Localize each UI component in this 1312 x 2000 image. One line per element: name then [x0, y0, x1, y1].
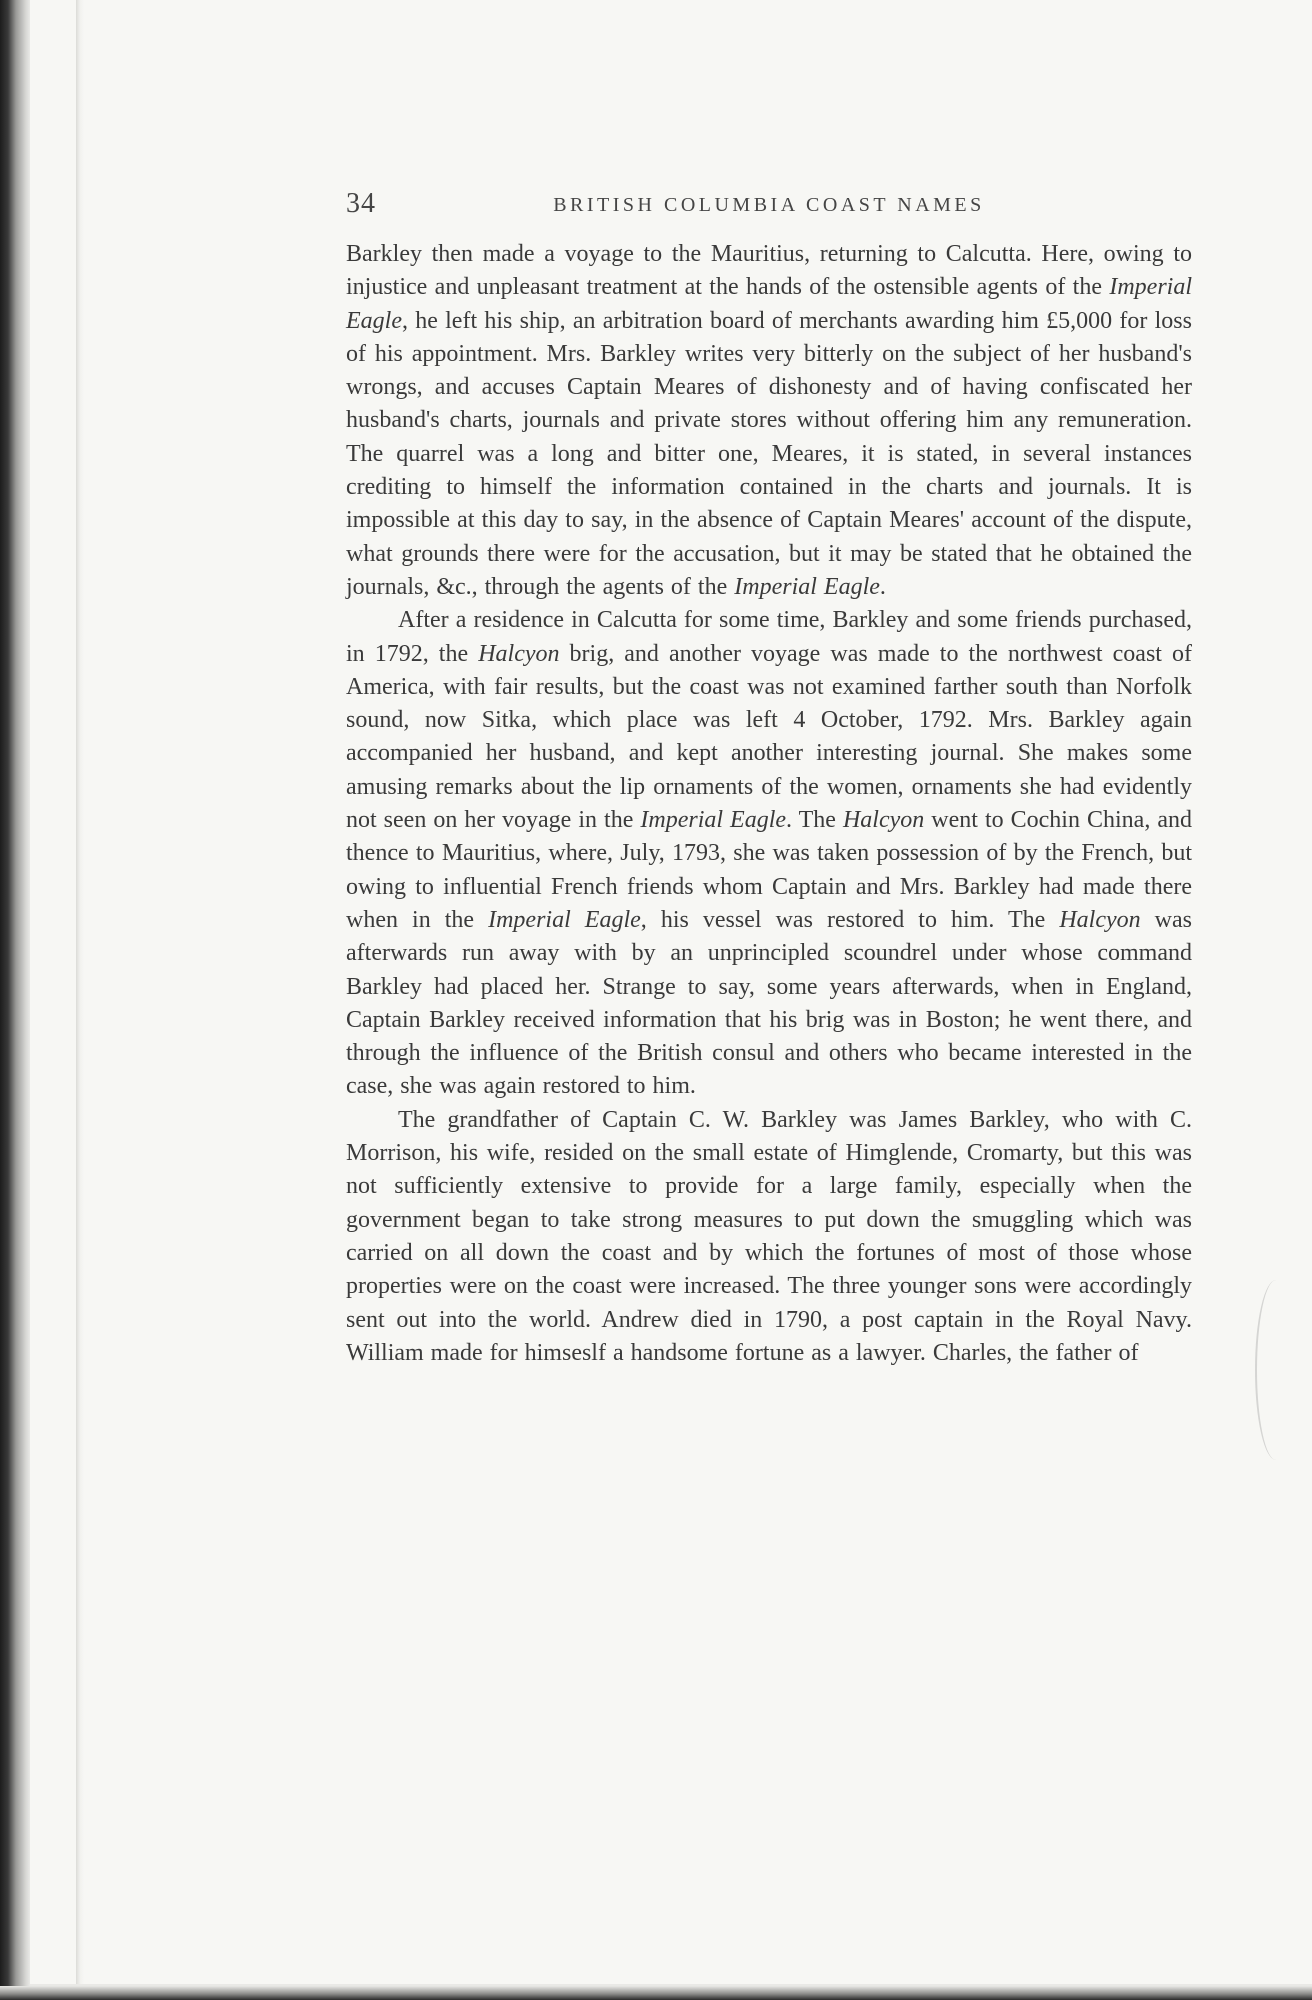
text-run: After a residence in Calcutta for some time, Barkley and some friends purchased, in 1792, the [346, 607, 1192, 667]
text-run: . [879, 573, 886, 600]
ship-name-italic: Halcyon [478, 640, 560, 667]
ship-name-italic: Imperial Eagle [346, 274, 1192, 334]
text-run: brig, and another voyage was made to the northwest coast of America, with fair results, but the coast was not examined farther south than Norfolk sound, now Sitka, which place was left 4 October, 1792. Mrs. Barkley again accompanied her husband, and kept another interesting journal. She makes some amusing remarks about the lip ornaments of the women, ornaments she had evidently not seen on her voyage in the [346, 640, 1192, 834]
text-run: The grandfather of Captain C. W. Barkley was James Barkley, who with C. Morrison, his wife, resided on the small estate of Himglende, Cromarty, but this was not sufficiently extensive to provide for a large family, especially when the government began to take strong measures to put down the smuggling which was carried on all down the coast and by which the fortunes of most of those whose properties were on the coast were increased. The three younger sons were accordingly sent out into the world. Andrew died in 1790, a post captain in the Royal Navy. William made for himseslf a handsome fortune as a lawyer. Charles, the father of [346, 1106, 1192, 1366]
text-run: . The [786, 807, 843, 834]
paragraph-1 [346, 238, 1192, 604]
running-head [346, 188, 1192, 228]
ship-name-italic: Imperial Eagle [734, 573, 880, 600]
ship-name-italic: Halcyon [1059, 906, 1141, 933]
ship-name-italic: Halcyon [842, 807, 925, 834]
text-run: went to Cochin China, and thence to Mauritius, where, July, 1793, she was taken possession of by the French, but owing to influential French friends whom Captain and Mrs. Barkley had made there when in the [346, 807, 1192, 933]
page-content [346, 188, 1192, 1370]
pencil-margin-mark [1255, 1280, 1297, 1460]
text-run: , his vessel was restored to him. The [640, 906, 1060, 933]
scan-bottom-edge [0, 1986, 1312, 2000]
running-title: BRITISH COLUMBIA COAST NAMES [553, 194, 985, 216]
page-gutter-fold [76, 0, 84, 1984]
text-run: was afterwards run away with by an unprincipled scoundrel under whose command Barkley had placed her. Strange to say, some years afterwards, when in England, Captain Barkley received information that his brig was in Boston; he went there, and through the influence of the British consul and others who became interested in the case, she was again restored to him. [346, 906, 1192, 1100]
text-run: Barkley then made a voyage to the Mauritius, returning to Calcutta. Here, owing to injustice and unpleasant treatment at the hands of the ostensible agents of the [346, 241, 1192, 301]
scan-binding-edge [0, 0, 30, 2000]
paragraph-2 [346, 604, 1192, 1103]
paragraph-3 [346, 1104, 1192, 1370]
page-number: 34 [346, 188, 376, 219]
text-run: , he left his ship, an arbitration board of merchants awarding him £5,000 for loss of his appointment. Mrs. Barkley writes very bitterly on the subject of her husband's wrongs, and accuses Captain Meares of dishonesty and of having confiscated her husband's charts, journals and private stores without offering him any remuneration. The quarrel was a long and bitter one, Meares, it is stated, in several instances crediting to himself the information contained in the charts and journals. It is impossible at this day to say, in the absence of Captain Meares' account of the dispute, what grounds there were for the accusation, but it may be stated that he obtained the journals, &c., through the agents of the [346, 307, 1192, 600]
ship-name-italic: Imperial Eagle [488, 906, 641, 933]
ship-name-italic: Imperial Eagle [640, 807, 787, 834]
